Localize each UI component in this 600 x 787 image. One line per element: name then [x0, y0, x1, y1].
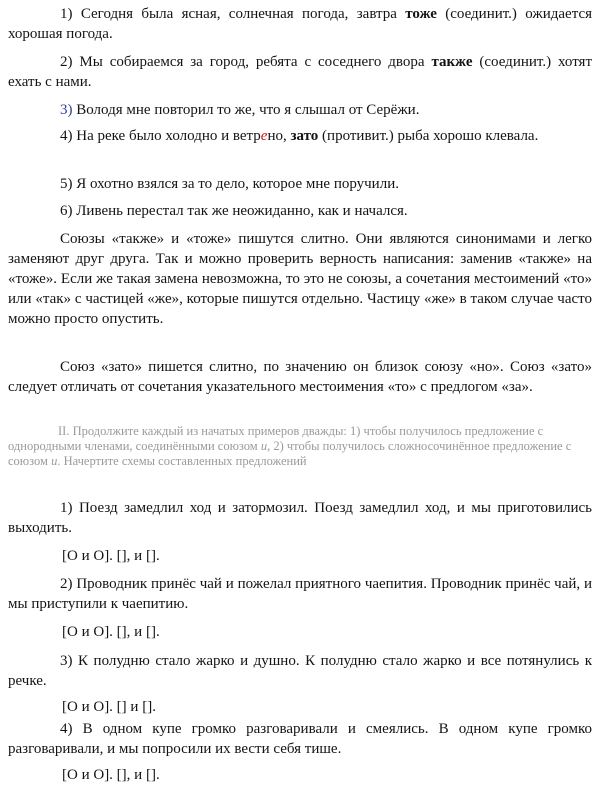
sentence-4: [8, 126, 592, 146]
example-number: 2): [60, 576, 73, 592]
task-text: . Начертите схемы составленных предложений: [57, 454, 307, 468]
sentence-1: [8, 4, 592, 44]
sentence-number: 3): [60, 102, 73, 118]
sentence-number: 1): [60, 6, 73, 22]
sentence-number: 2): [60, 54, 73, 70]
sentence-text: (соединит.) хотят ехать с нами.: [8, 54, 593, 90]
sentence-number: 6): [60, 203, 73, 219]
task-instruction: [8, 424, 592, 469]
example-2-scheme: [О и О]. [], и [].: [62, 624, 160, 640]
sentence-6: [8, 201, 592, 221]
corrected-letter: е: [260, 128, 268, 144]
example-number: 1): [60, 500, 73, 516]
sentence-text: Мы собираемся за город, ребята с соседнего двора: [79, 54, 425, 70]
rule-paragraph-1: Союзы «также» и «тоже» пишутся слитно. Они являются синонимами и легко заменяют друг друга. Так и можно проверить верность написания: заменив «также» на «тоже». Если же такая замена невозможна, то это не союзы, а сочетания местоимений «то» или «так» с частицей «же», которые пишутся отдельно. Частицу «же» в таком случае часто можно просто опустить.: [8, 231, 592, 327]
highlighted-conjunction: также: [431, 54, 473, 70]
example-text: В одном купе громко разговаривали и смеялись. В одном купе громко разговаривали, и мы попросили их вести себя тише.: [8, 721, 593, 757]
example-3: [8, 651, 592, 691]
example-text: К полудню стало жарко и душно. К полудню стало жарко и все потянулись к речке.: [8, 653, 592, 689]
highlighted-conjunction: зато: [290, 128, 319, 144]
sentence-text: На реке было холодно и ветр: [76, 128, 261, 144]
example-2: [8, 574, 592, 614]
sentence-5: [8, 174, 592, 194]
example-text: Проводник принёс чай и пожелал приятного чаепития. Проводник принёс чай, и мы приступили к чаепитию.: [8, 576, 593, 612]
sentence-text: Сегодня была ясная, солнечная погода, завтра: [80, 6, 397, 22]
highlighted-conjunction: тоже: [405, 6, 437, 22]
task-text: II. Продолжите каждый из начатых примеров дважды: 1) чтобы получилось предложение с однородными членами, соединёнными союзом: [8, 424, 544, 453]
sentence-text: (соединит.) ожидается хорошая погода.: [8, 6, 593, 42]
example-4: [8, 719, 592, 759]
task-text: , 2) чтобы получилось сложносочинённое предложение с союзом: [8, 439, 572, 468]
example-number: 3): [60, 653, 73, 669]
sentence-3: [8, 100, 592, 120]
example-1: [8, 498, 592, 538]
sentence-text: Ливень перестал так же неожиданно, как и начался.: [76, 203, 408, 219]
sentence-text: Володя мне повторил то же, что я слышал от Серёжи.: [76, 102, 420, 118]
task-italic: и: [260, 439, 268, 453]
example-1-scheme: [О и О]. [], и [].: [62, 548, 160, 564]
sentence-text: (противит.) рыба хорошо клевала.: [322, 128, 539, 144]
sentence-number: 5): [60, 176, 73, 192]
sentence-text: но,: [267, 128, 287, 144]
sentence-text: Я охотно взялся за то дело, которое мне поручили.: [76, 176, 399, 192]
example-4-scheme: [О и О]. [], и [].: [62, 767, 160, 783]
sentence-number: 4): [60, 128, 73, 144]
example-text: Поезд замедлил ход и затормозил. Поезд замедлил ход, и мы приготовились выходить.: [8, 500, 592, 536]
task-italic: и: [51, 454, 58, 468]
example-3-scheme: [О и О]. [] и [].: [62, 699, 156, 715]
example-number: 4): [60, 721, 73, 737]
rule-paragraph-2: Союз «зато» пишется слитно, по значению он близок союзу «но». Союз «зато» следует отличать от сочетания указательного местоимения «то» с предлогом «за».: [8, 359, 592, 395]
sentence-2: [8, 52, 592, 92]
